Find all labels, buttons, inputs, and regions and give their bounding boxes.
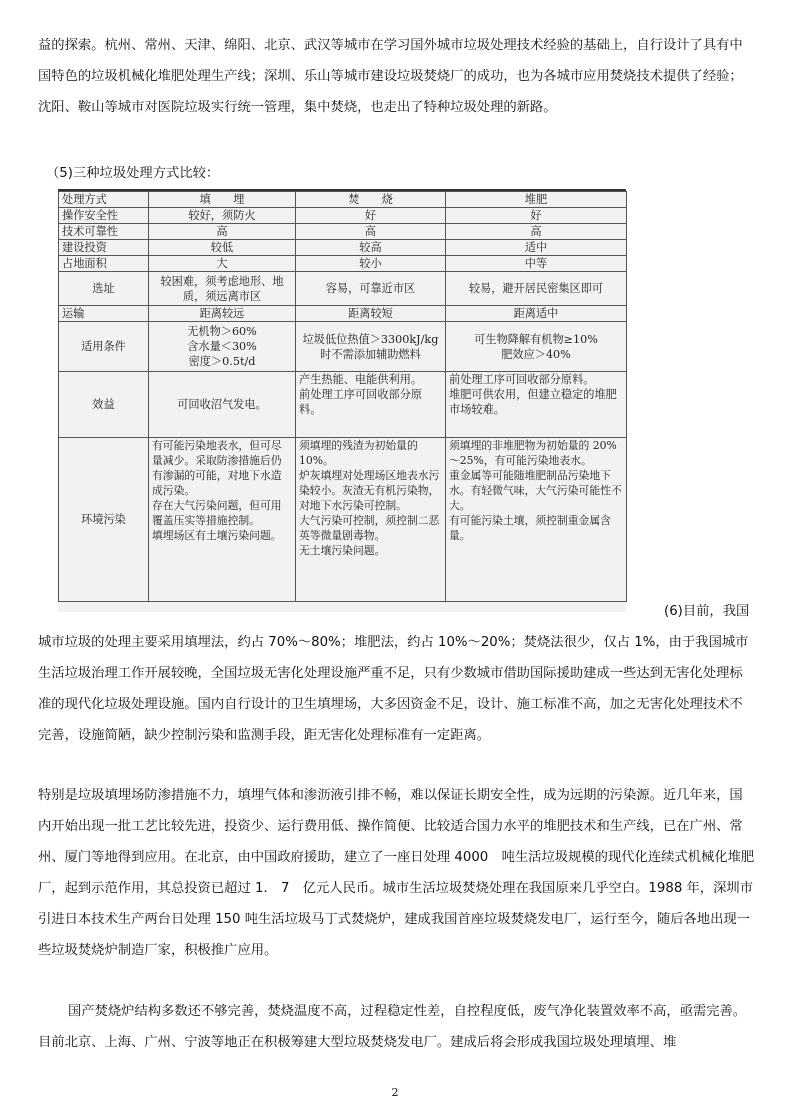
table-cell: 较高 xyxy=(296,240,446,256)
table-row xyxy=(59,272,627,306)
table-row xyxy=(59,322,627,372)
table-cell: 距离适中 xyxy=(446,306,627,322)
table-cell: 高 xyxy=(149,224,296,240)
table-cell: 较困难，须考虑地形、地质，须远离市区 xyxy=(149,272,296,306)
header-cell: 处理方式 xyxy=(59,192,149,208)
table-cell: 高 xyxy=(446,224,627,240)
table-caption: （5)三种垃圾处理方式比较： xyxy=(46,166,220,181)
table-cell: 须填埋的残渣为初始量的 10%。 炉灰填埋对处理场区地表水污染较小。灰渣无有机污染物，对地下水污染可控制。 大气污染可控制，须控制二恶英等微量剧毒物。 无土壤污染问题。 xyxy=(296,438,446,602)
table-cell: 距离较短 xyxy=(296,306,446,322)
table-row xyxy=(59,306,627,322)
table-header-row xyxy=(59,192,627,208)
row-label: 占地面积 xyxy=(59,256,149,272)
section-6-lead: (6)目前，我国 xyxy=(664,604,750,619)
intro-paragraph: 益的探索。杭州、常州、天津、绵阳、北京、武汉等城市在学习国外城市垃圾处理技术经验的基础上，自行设计了具有中国特色的垃圾机械化堆肥处理生产线；深圳、乐山等城市建设垃圾焚烧厂的成功，也为各城市应用焚烧技术提供了经验；沈阳、鞍山等城市对医院垃圾实行统一管理，集中焚烧，也走出了特种垃圾处理的新路。 xyxy=(38,38,743,115)
table-cell: 距离较远 xyxy=(149,306,296,322)
body-paragraph-2: 城市垃圾的处理主要采用填埋法，约占 70%～80%；堆肥法，约占 10%～20%；焚烧法很少，仅占 1%，由于我国城市生活垃圾治理工作开展较晚，全国垃圾无害化处理设施严重不足，只有少数城市借助国际援助建成一些达到无害化处理标准的现代化垃圾处理设施。国内自行设计的卫生填埋场，大多因资金不足，设计、施工标准不高，加之无害化处理技术不完善，设施简陋，缺少控制污染和监测手段，距无害化处理标准有一定距离。 xyxy=(38,635,749,743)
row-label: 适用条件 xyxy=(59,322,149,372)
table-cell: 较低 xyxy=(149,240,296,256)
table-cell: 好 xyxy=(296,208,446,224)
table-cell: 较好，须防火 xyxy=(149,208,296,224)
table-cell: 前处理工序可回收部分原料。 堆肥可供农用，但建立稳定的堆肥市场较难。 xyxy=(446,372,627,438)
table-row xyxy=(59,240,627,256)
table-row xyxy=(59,208,627,224)
table-cell: 垃圾低位热值＞3300kJ/kg 时不需添加辅助燃料 xyxy=(296,322,446,372)
comparison-table xyxy=(58,191,627,602)
row-label: 效益 xyxy=(59,372,149,438)
table-row xyxy=(59,438,627,602)
table-cell: 可回收沼气发电。 xyxy=(149,372,296,438)
row-label: 选址 xyxy=(59,272,149,306)
table-cell: 可生物降解有机物≥10% 肥效应＞40% xyxy=(446,322,627,372)
table-cell: 无机物＞60% 含水量＜30% 密度＞0.5t/d xyxy=(149,322,296,372)
table-cell: 适中 xyxy=(446,240,627,256)
table-cell: 好 xyxy=(446,208,627,224)
page-number: 2 xyxy=(391,1086,399,1099)
table-cell: 产生热能、电能供利用。 前处理工序可回收部分原料。 xyxy=(296,372,446,438)
table-cell: 须填埋的非堆肥物为初始量的 20%～25%，有可能污染地表水。 重金属等可能随堆肥制品污染地下水。有轻微气味，大气污染可能性不大。 有可能污染土壤，须控制重金属含量。 xyxy=(446,438,627,602)
row-label: 建设投资 xyxy=(59,240,149,256)
table-cell: 大 xyxy=(149,256,296,272)
table-cell: 较小 xyxy=(296,256,446,272)
table-row xyxy=(59,372,627,438)
table-cell: 容易，可靠近市区 xyxy=(296,272,446,306)
header-cell: 填 埋 xyxy=(149,192,296,208)
body-paragraph-3: 特别是垃圾填埋场防渗措施不力，填埋气体和渗沥液引排不畅，难以保证长期安全性，成为远期的污染源。近几年来，国内开始出现一批工艺比较先进，投资少、运行费用低、操作简便、比较适合国力水平的堆肥技术和生产线，已在广州、常州、厦门等地得到应用。在北京，由中国政府援助，建立了一座日处理 4000 吨生活垃圾规模的现代化连续式机械化堆肥厂，起到示范作用，其总投资已超过 1. 7 亿元人民币。城市生活垃圾焚烧处理在我国原来几乎空白。1988 年，深圳市引进日本技术生产两台日处理 150 吨生活垃圾马丁式焚烧炉，建成我国首座垃圾焚烧发电厂，运行至今，随后各地出现一些垃圾焚烧炉制造厂家，积极推广应用。 xyxy=(38,788,755,958)
table-cell: 较易，避开居民密集区即可 xyxy=(446,272,627,306)
body-paragraph-4: 国产焚烧炉结构多数还不够完善，焚烧温度不高，过程稳定性差，自控程度低，废气净化装置效率不高，亟需完善。目前北京、上海、广州、宁波等地正在积极筹建大型垃圾焚烧发电厂。建成后将会形成我国垃圾处理填埋、堆 xyxy=(38,1004,747,1050)
header-cell: 焚 烧 xyxy=(296,192,446,208)
table-cell: 高 xyxy=(296,224,446,240)
table-row xyxy=(59,256,627,272)
row-label: 环境污染 xyxy=(59,438,149,602)
row-label: 操作安全性 xyxy=(59,208,149,224)
header-cell: 堆肥 xyxy=(446,192,627,208)
table-cell: 有可能污染地表水，但可尽量减少。采取防渗措施后仍有渗漏的可能，对地下水造成污染。 存在大气污染问题，但可用覆盖压实等措施控制。 填埋场区有土壤污染问题。 xyxy=(149,438,296,602)
table-cell: 中等 xyxy=(446,256,627,272)
comparison-table-figure xyxy=(58,189,626,612)
table-row xyxy=(59,224,627,240)
row-label: 运输 xyxy=(59,306,149,322)
row-label: 技术可靠性 xyxy=(59,224,149,240)
